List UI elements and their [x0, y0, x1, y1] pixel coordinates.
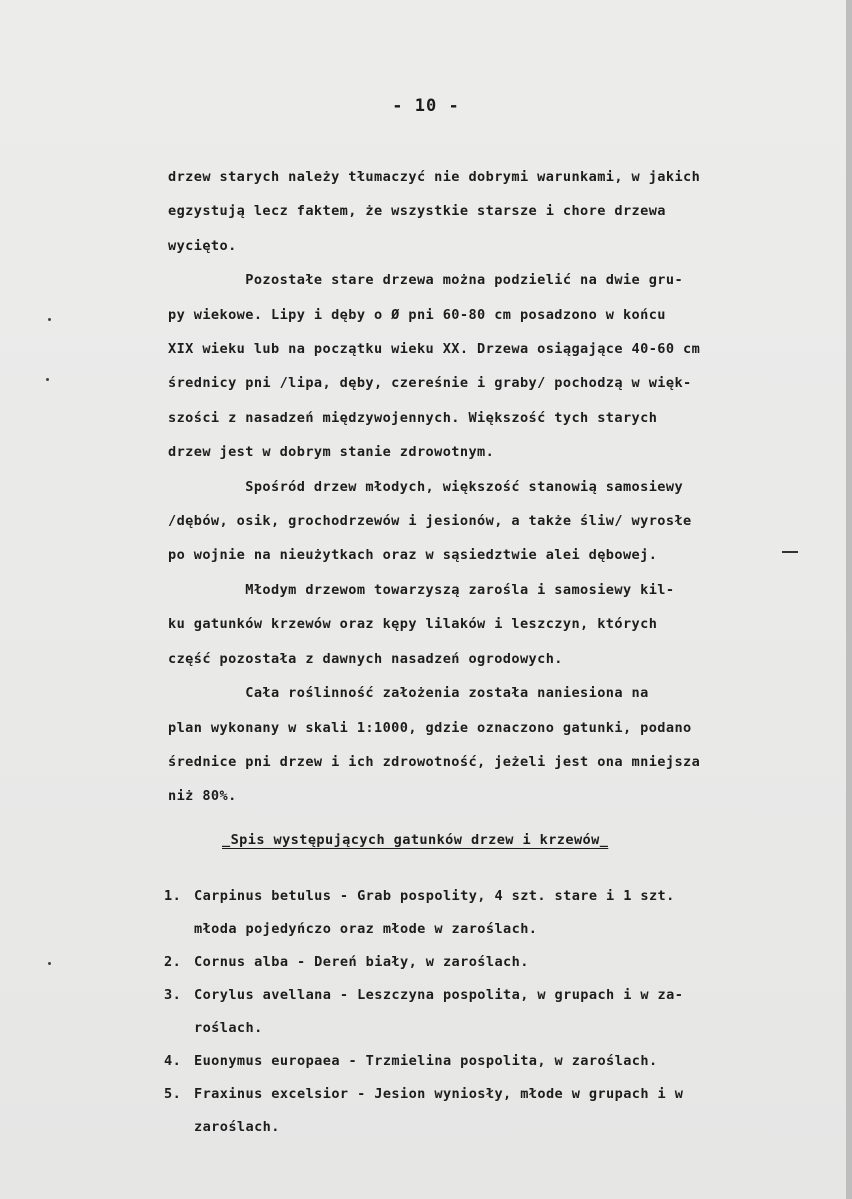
text-line: plan wykonany w skali 1:1000, gdzie oznaczono gatunki, podano: [168, 719, 692, 736]
list-item-text: Euonymus europaea - Trzmielina pospolita, w zaroślach.: [194, 1053, 658, 1069]
list-item-number: 3.: [164, 987, 182, 1003]
list-item: [164, 880, 814, 946]
page-edge-shadow: [846, 0, 852, 1199]
text-line: Pozostałe stare drzewa można podzielić na dwie gru-: [168, 272, 684, 289]
text-line: py wiekowe. Lipy i dęby o Ø pni 60-80 cm posadzono w końcu: [168, 306, 666, 323]
text-line: XIX wieku lub na początku wieku XX. Drzewa osiągające 40-60 cm: [168, 341, 701, 358]
text-line: /dębów, osik, grochodrzewów i jesionów, a także śliw/ wyrosłe: [168, 513, 692, 530]
paragraph: [168, 160, 813, 263]
text-line: drzew starych należy tłumaczyć nie dobrymi warunkami, w jakich: [168, 169, 701, 185]
list-item-number: 1.: [164, 888, 182, 904]
margin-mark: [48, 318, 51, 321]
list-item-number: 4.: [164, 1053, 182, 1069]
margin-dash-mark: [782, 551, 798, 553]
list-item-number: 5.: [164, 1086, 182, 1102]
list-item: [164, 946, 814, 979]
text-line: szości z nasadzeń międzywojennych. Większość tych starych: [168, 409, 658, 426]
text-line: część pozostała z dawnych nasadzeń ogrodowych.: [168, 650, 563, 667]
paragraph: [168, 676, 813, 814]
text-line: ku gatunków krzewów oraz kępy lilaków i leszczyn, których: [168, 616, 658, 633]
text-line: po wojnie na nieużytkach oraz w sąsiedztwie alei dębowej.: [168, 547, 658, 564]
list-item-text: Corylus avellana - Leszczyna pospolita, w grupach i w za-: [194, 987, 684, 1003]
text-line: średnicy pni /lipa, dęby, czereśnie i graby/ pochodzą w więk-: [168, 375, 692, 392]
species-list: [164, 880, 814, 1144]
paragraph: [168, 573, 813, 676]
text-line: Cała roślinność założenia została naniesiona na: [168, 685, 649, 702]
page-number: - 10 -: [392, 96, 460, 116]
list-item-number: 2.: [164, 954, 182, 970]
list-item: [164, 1045, 814, 1078]
text-line: Spośród drzew młodych, większość stanowią samosiewy: [168, 478, 684, 495]
paragraph: [168, 470, 813, 573]
margin-mark: [48, 962, 51, 965]
list-item-continuation: roślach.: [194, 1020, 263, 1036]
list-item: [164, 979, 814, 1045]
body-text: [168, 160, 813, 814]
section-heading: _Spis występujących gatunków drzew i krzewów_: [222, 832, 609, 848]
text-line: wycięto.: [168, 237, 237, 254]
list-item-continuation: zaroślach.: [194, 1119, 280, 1135]
list-item-text: Cornus alba - Dereń biały, w zaroślach.: [194, 954, 529, 970]
paragraph: [168, 263, 813, 469]
text-line: drzew jest w dobrym stanie zdrowotnym.: [168, 444, 495, 461]
list-item-continuation: młoda pojedyńczo oraz młode w zaroślach.: [194, 921, 538, 937]
text-line: egzystują lecz faktem, że wszystkie starsze i chore drzewa: [168, 203, 666, 220]
text-line: niż 80%.: [168, 788, 237, 805]
list-item: [164, 1078, 814, 1144]
text-line: Młodym drzewom towarzyszą zarośla i samosiewy kil-: [168, 581, 675, 598]
text-line: średnice pni drzew i ich zdrowotność, jeżeli jest ona mniejsza: [168, 753, 701, 770]
list-item-text: Fraxinus excelsior - Jesion wyniosły, młode w grupach i w: [194, 1086, 684, 1102]
list-item-text: Carpinus betulus - Grab pospolity, 4 szt. stare i 1 szt.: [194, 888, 675, 904]
margin-mark: [46, 378, 49, 381]
